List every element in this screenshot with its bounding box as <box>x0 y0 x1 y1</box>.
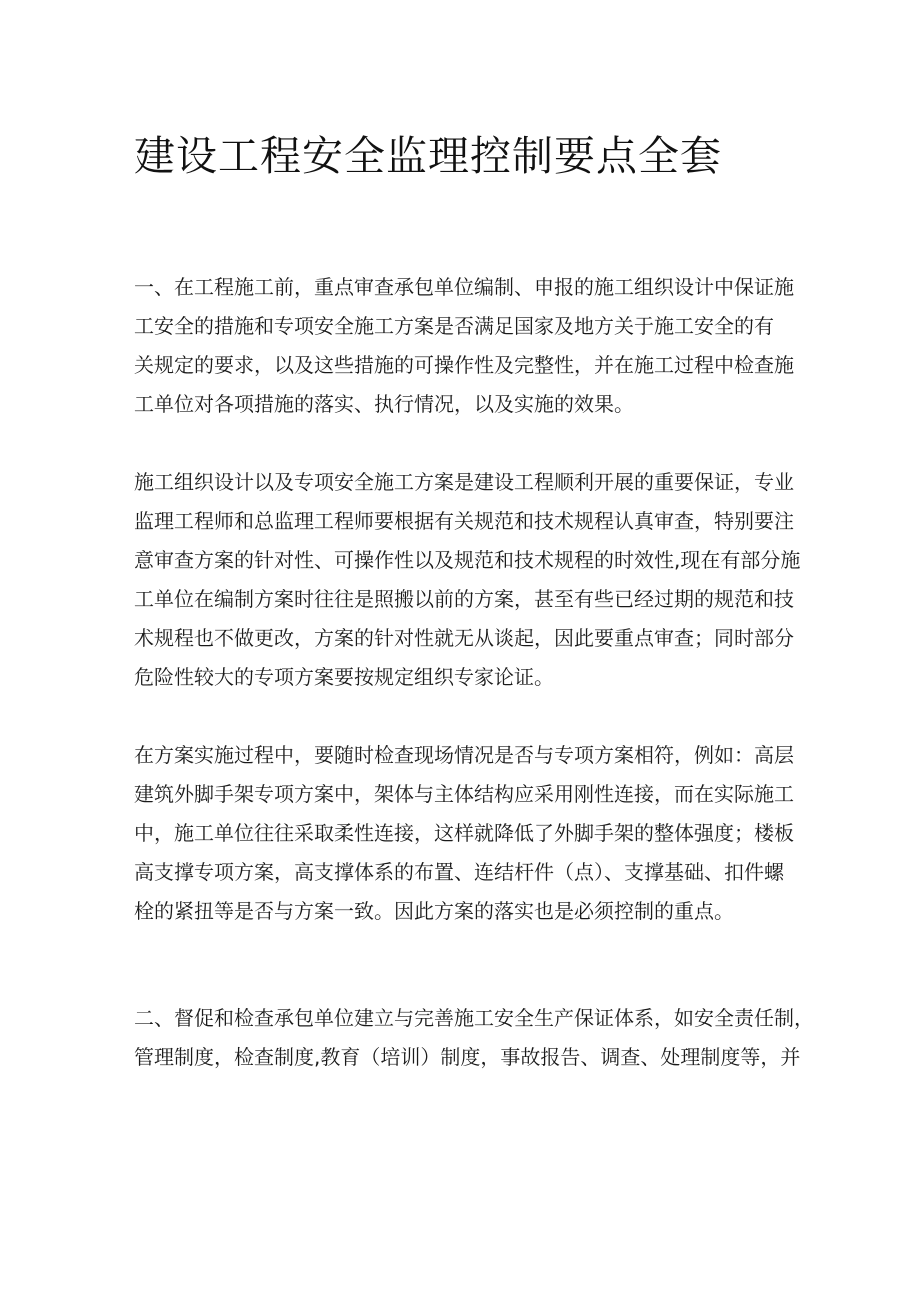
paragraph-line: 监理工程师和总监理工程师要根据有关规范和技术规程认真审查，特别要注 <box>134 509 794 533</box>
paragraph-2 <box>134 463 800 697</box>
paragraph-line: 术规程也不做更改，方案的针对性就无从谈起，因此要重点审查；同时部分 <box>134 626 794 650</box>
paragraph-3 <box>134 736 800 931</box>
paragraph-1 <box>134 268 800 424</box>
paragraph-line: 工单位在编制方案时往往是照搬以前的方案，甚至有些已经过期的规范和技 <box>134 587 794 611</box>
document-title: 建设工程安全监理控制要点全套 <box>134 132 722 180</box>
paragraph-line: 高支撑专项方案，高支撑体系的布置、连结杆件（点）、支撑基础、扣件螺 <box>134 860 784 884</box>
paragraph-line: 中，施工单位往往采取柔性连接，这样就降低了外脚手架的整体强度；楼板 <box>134 821 794 845</box>
paragraph-line: 施工组织设计以及专项安全施工方案是建设工程顺利开展的重要保证，专业 <box>134 470 794 494</box>
paragraph-4 <box>134 999 814 1077</box>
paragraph-line: 在方案实施过程中，要随时检查现场情况是否与专项方案相符，例如：高层 <box>134 743 794 767</box>
paragraph-line: 工单位对各项措施的落实、执行情况，以及实施的效果。 <box>134 392 634 416</box>
paragraph-line: 意审查方案的针对性、可操作性以及规范和技术规程的时效性,现在有部分施 <box>134 548 801 572</box>
paragraph-line: 二、督促和检查承包单位建立与完善施工安全生产保证体系，如安全责任制， <box>134 1006 814 1030</box>
paragraph-line: 建筑外脚手架专项方案中，架体与主体结构应采用刚性连接，而在实际施工 <box>134 782 794 806</box>
paragraph-line: 工安全的措施和专项安全施工方案是否满足国家及地方关于施工安全的有 <box>134 314 774 338</box>
paragraph-line: 管理制度，检查制度,教育（培训）制度，事故报告、调查、处理制度等，并 <box>134 1045 801 1069</box>
paragraph-line: 危险性较大的专项方案要按规定组织专家论证。 <box>134 665 554 689</box>
paragraph-line: 关规定的要求，以及这些措施的可操作性及完整性，并在施工过程中检查施 <box>134 353 794 377</box>
paragraph-line: 栓的紧扭等是否与方案一致。因此方案的落实也是必须控制的重点。 <box>134 899 734 923</box>
paragraph-line: 一、在工程施工前，重点审查承包单位编制、申报的施工组织设计中保证施 <box>134 275 794 299</box>
